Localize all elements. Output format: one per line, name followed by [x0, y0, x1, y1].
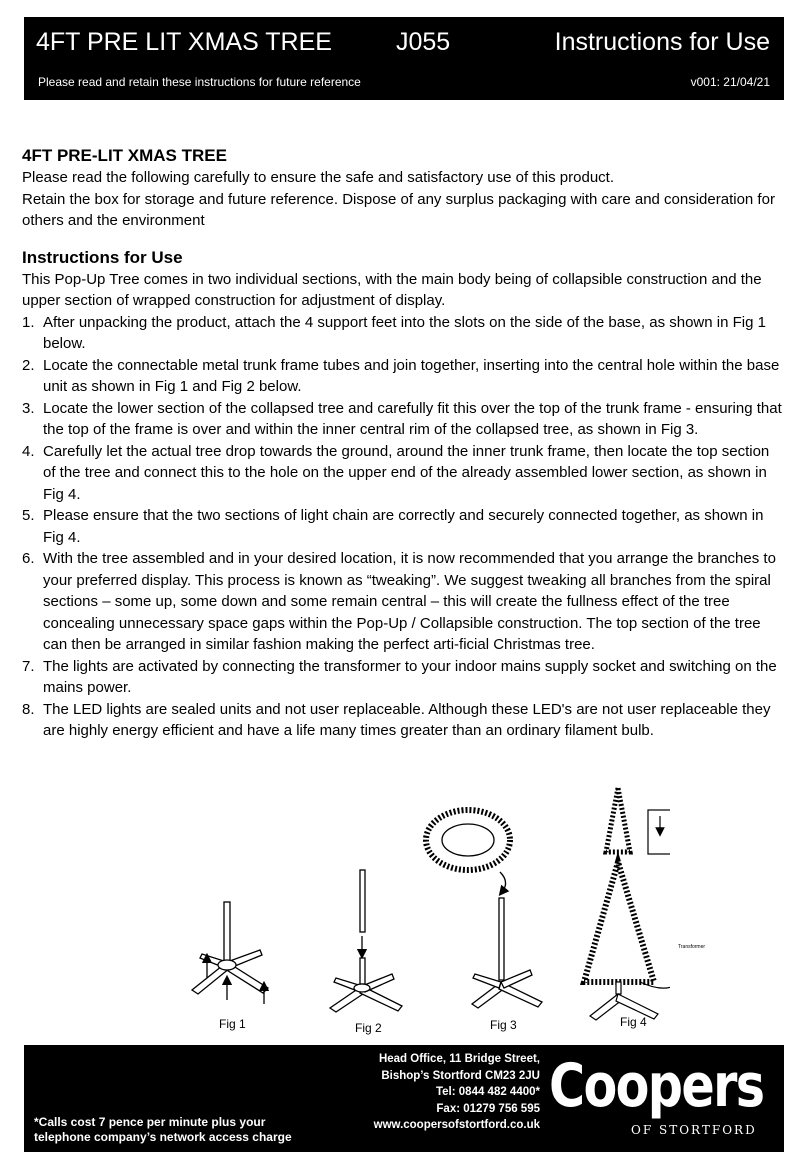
step-item: [22, 441, 784, 506]
step-item: [22, 398, 784, 441]
step-number: 6.: [22, 550, 35, 567]
coopers-logo: [549, 1053, 774, 1148]
assembly-illustration: [170, 782, 670, 1042]
assembly-figures: [170, 782, 706, 1042]
step-item: [22, 699, 784, 742]
main-content: [22, 145, 784, 742]
intro-line-2: Retain the box for storage and future reference. Dispose of any surplus packaging with care and consideration for others and the environment: [22, 190, 775, 229]
step-text: The LED lights are sealed units and not user replaceable. Although these LED's are not user replaceable they are highly energy efficient and have a life many times greater than an ordinary filament bulb.: [43, 700, 771, 739]
note-line: telephone company’s network access charge: [34, 1130, 292, 1144]
header-banner: [24, 17, 784, 100]
step-text: Locate the lower section of the collapsed tree and carefully fit this over the top of the trunk frame - ensuring that the top of the frame is over and within the inner central rim of the collapsed tree, as shown in Fig 3.: [43, 399, 782, 438]
fig3-drawing: [426, 810, 542, 1008]
instructions-lead: This Pop-Up Tree comes in two individual sections, with the main body being of collapsible construction and the upper section of wrapped construction for adjustment of display.: [22, 270, 762, 309]
transformer-label: Transformer: [678, 944, 706, 950]
telephone: Tel: 0844 482 4400*: [435, 1086, 540, 1098]
step-item: [22, 312, 784, 355]
step-number: 8.: [22, 700, 35, 718]
address-line: Bishop’s Stortford CM23 2JU: [381, 1069, 540, 1082]
logo-subtitle: OF STORTFORD: [631, 1123, 757, 1137]
header-subtitle: Please read and retain these instructions for future reference: [38, 75, 361, 89]
step-text: Please ensure that the two sections of light chain are correctly and securely connected together, as shown in Fig 4.: [43, 507, 764, 546]
instruction-steps: [22, 312, 784, 742]
step-item: [22, 355, 784, 398]
step-number: 1.: [22, 313, 35, 331]
website-link[interactable]: www.coopersofstortford.co.uk: [373, 1119, 540, 1131]
head-office-address: [344, 1051, 540, 1134]
version-label: v001: 21/04/21: [690, 75, 770, 89]
product-code: J055: [396, 28, 451, 56]
fig1-label: Fig 1: [219, 1017, 246, 1031]
step-number: 3.: [22, 399, 35, 417]
address-line: Head Office, 11 Bridge Street,: [378, 1053, 540, 1065]
step-text: The lights are activated by connecting the transformer to your indoor mains supply socket and switching on the mains power.: [43, 657, 777, 696]
fig1-drawing: [192, 902, 268, 1004]
step-item: [22, 656, 784, 699]
step-text: With the tree assembled and in your desired location, it is now recommended that you arrange the branches to your preferred display. This process is known as “tweaking”. We suggest tweaking all branches from the spiral sections – some up, some down and some remain central – this will create the fullness effect of the tree concealing unnecessary space gaps within the Pop-Up / Collapsible construction. The top section of the tree can then be arranged in similar fashion making the perfect arti-ficial Christmas tree.: [43, 550, 776, 653]
fig3-label: Fig 3: [490, 1018, 517, 1032]
logo-wordmark: Coopers: [549, 1051, 764, 1121]
step-item: [22, 505, 784, 548]
document-type: Instructions for Use: [554, 28, 770, 56]
note-line: *Calls cost 7 pence per minute plus your: [34, 1115, 266, 1129]
intro-line-1: Please read the following carefully to ensure the safe and satisfactory use of this product.: [22, 169, 615, 186]
fig4-drawing: [584, 788, 670, 1020]
fax: Fax: 01279 756 595: [436, 1102, 540, 1115]
footer-banner: [24, 1045, 784, 1152]
fig4-label: Fig 4: [620, 1015, 647, 1029]
step-number: 4.: [22, 442, 35, 460]
call-cost-note: [34, 1115, 292, 1145]
step-number: 7.: [22, 657, 35, 675]
step-text: After unpacking the product, attach the 4 support feet into the slots on the side of the base, as shown in Fig 1 below.: [43, 313, 766, 352]
product-title: 4FT PRE LIT XMAS TREE: [36, 28, 332, 56]
step-item: [22, 548, 784, 656]
step-number: 2.: [22, 356, 35, 374]
step-text: Carefully let the actual tree drop towards the ground, around the inner trunk frame, then locate the top section of the tree and connect this to the hole on the upper end of the already assembled lower section, as shown in Fig 4.: [43, 442, 770, 503]
intro-heading: 4FT PRE-LIT XMAS TREE: [22, 146, 227, 165]
instructions-heading: Instructions for Use: [22, 247, 183, 267]
fig2-drawing: [330, 870, 402, 1012]
step-text: Locate the connectable metal trunk frame tubes and join together, inserting into the central hole within the base unit as shown in Fig 1 and Fig 2 below.: [43, 356, 780, 395]
step-number: 5.: [22, 507, 35, 524]
fig2-label: Fig 2: [355, 1021, 382, 1035]
